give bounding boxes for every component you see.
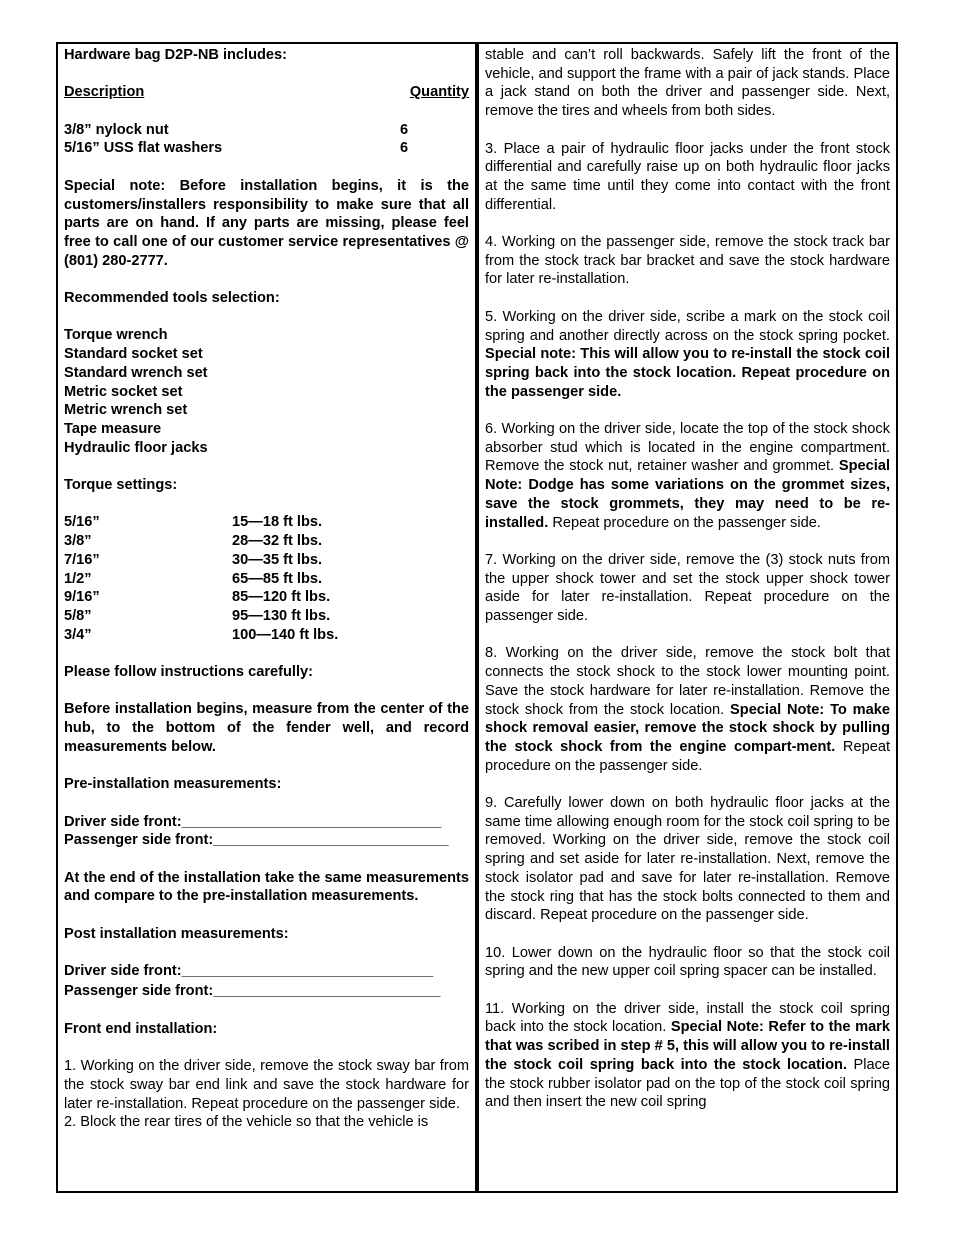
tool-item: Tape measure	[64, 420, 162, 437]
part-name: 5/16” USS flat washers	[64, 140, 223, 157]
tool-item: Metric wrench set	[64, 402, 188, 419]
tool-item: Hydraulic floor jacks	[64, 439, 208, 456]
step-11	[485, 1000, 890, 1112]
left-column	[64, 46, 469, 1132]
pre-driver-field: Driver side front:________________________________	[64, 813, 442, 830]
torque-row	[64, 588, 469, 607]
step-11-text: 11. Working on the driver side, install the stock coil spring back into the stock location.	[485, 1000, 890, 1036]
torque-row	[64, 551, 469, 570]
post-installation-title: Post installation measurements:	[64, 925, 289, 942]
front-end-title: Front end installation:	[64, 1020, 218, 1037]
step-6	[485, 420, 890, 532]
torque-size: 3/8”	[64, 533, 92, 550]
torque-size: 9/16”	[64, 589, 100, 606]
step-8-text: 8. Working on the driver side, remove the stock bolt that connects the stock shock to the stock lower mounting point. Save the stock hardware for later re-installation. Remove the stock shock from the stock location.	[485, 645, 890, 718]
torque-value: 65—85 ft lbs.	[232, 570, 323, 587]
torque-value: 30—35 ft lbs.	[232, 551, 323, 568]
before-installation: Before installation begins, measure from the center of the hub, to the bottom of the fender well, and record measurements below.	[64, 701, 469, 755]
torque-size: 5/16”	[64, 514, 100, 531]
step-8	[485, 644, 890, 775]
step-8-note: Special Note: To make shock removal easier, remove the stock shock by pulling the stock shock from the engine compart-ment.	[485, 701, 890, 755]
torque-value: 95—130 ft lbs.	[232, 607, 331, 624]
part-qty: 6	[400, 121, 409, 138]
column-divider	[475, 42, 479, 1193]
end-note: At the end of the installation take the same measurements and compare to the pre-installation measurements.	[64, 869, 469, 905]
step-5	[485, 308, 890, 402]
description-header: Description	[64, 84, 145, 101]
step-11-note: Special Note: Refer to the mark that was scribed in step # 5, this will allow you to re-install the stock coil spring back into the stock location.	[485, 1019, 890, 1073]
torque-row	[64, 513, 469, 532]
step-6-note: Special Note: Dodge has some variations on the grommet sizes, save the stock grommets, they may need to be re-installed.	[485, 458, 890, 531]
special-note: Special note: Before installation begins, it is the customers/installers responsibility to make sure that all parts are on hand. If any parts are missing, please feel free to call one of our customer service representatives @ (801) 280-2777.	[64, 177, 469, 269]
pre-installation-title: Pre-installation measurements:	[64, 776, 282, 793]
part-name: 3/8” nylock nut	[64, 121, 169, 138]
torque-row	[64, 532, 469, 551]
part-qty: 6	[400, 140, 409, 157]
torque-title: Torque settings:	[64, 477, 178, 494]
torque-value: 85—120 ft lbs.	[232, 589, 331, 606]
torque-row	[64, 626, 469, 645]
step-5-text: 5. Working on the driver side, scribe a mark on the stock coil spring and another directly across on the stock spring pocket.	[485, 308, 890, 344]
quantity-header: Quantity	[409, 84, 469, 101]
step-10: 10. Lower down on the hydraulic floor so that the stock coil spring and the new upper coil spring spacer can be installed.	[485, 944, 890, 980]
post-driver-field: Driver side front:_______________________________	[64, 963, 434, 980]
tool-item: Standard socket set	[64, 346, 203, 363]
part-row	[64, 121, 469, 140]
torque-size: 7/16”	[64, 551, 100, 568]
torque-row	[64, 570, 469, 589]
step-11-text-end: Place the stock rubber isolator pad on the top of the stock coil spring and then insert the new coil spring	[485, 1056, 890, 1111]
step-2-start: 2. Block the rear tires of the vehicle so that the vehicle is	[64, 1114, 429, 1131]
tool-item: Standard wrench set	[64, 364, 208, 381]
tools-title: Recommended tools selection:	[64, 290, 280, 307]
step-4: 4. Working on the passenger side, remove the stock track bar from the stock track bar bracket and save the stock hardware for later re-installation.	[485, 234, 890, 288]
step-8-text-end: Repeat procedure on the passenger side.	[485, 738, 890, 774]
step-6-text: 6. Working on the driver side, locate the top of the stock shock absorber stud which is located in the engine compartment. Remove the stock nut, retainer washer and grommet.	[485, 421, 890, 475]
tool-item: Torque wrench	[64, 327, 168, 344]
parts-header	[64, 83, 469, 102]
post-passenger-field: Passenger side front:____________________________	[64, 982, 441, 999]
step-5-note: Special note: This will allow you to re-install the stock coil spring back into the stock location. Repeat procedure on the passenger side.	[485, 346, 890, 400]
torque-value: 15—18 ft lbs.	[232, 514, 323, 531]
tool-item: Metric socket set	[64, 383, 183, 400]
torque-value: 28—32 ft lbs.	[232, 533, 323, 550]
hardware-title: Hardware bag D2P-NB includes:	[64, 47, 288, 63]
step-6-text-end: Repeat procedure on the passenger side.	[548, 514, 821, 531]
step-1: 1. Working on the driver side, remove the stock sway bar from the stock sway bar end link and save the stock hardware for later re-installation. Repeat procedure on the passenger side.	[64, 1058, 469, 1112]
follow-instructions: Please follow instructions carefully:	[64, 664, 313, 681]
right-column	[485, 46, 890, 1112]
torque-value: 100—140 ft lbs.	[232, 626, 339, 643]
pre-passenger-field: Passenger side front:_____________________________	[64, 832, 449, 849]
step-3: 3. Place a pair of hydraulic floor jacks under the front stock differential and carefully raise up on both hydraulic floor jacks at the same time until they come into contact with the front differential.	[485, 140, 890, 213]
torque-size: 5/8”	[64, 607, 92, 624]
torque-size: 3/4”	[64, 626, 92, 643]
step-9: 9. Carefully lower down on both hydraulic floor jacks at the same time allowing enough room for the stock coil spring to be removed. Working on the driver side, remove the stock coil spring and set aside for later re-installation. Next, remove the stock isolator pad and save for later re-installation. Remove the stock ring that has the stock bolts connected to them and discard. Repeat procedure on the passenger side.	[485, 795, 890, 924]
step-2-continued: stable and can’t roll backwards. Safely lift the front of the vehicle, and support the frame with a pair of jack stands. Place a jack stand on both the driver and passenger side. Next, remove the tires and wheels from both sides.	[485, 47, 890, 120]
torque-row	[64, 607, 469, 626]
step-7: 7. Working on the driver side, remove the (3) stock nuts from the upper shock tower and set the stock upper shock tower aside for later re-installation. Repeat procedure on the passenger side.	[485, 551, 890, 625]
part-row	[64, 139, 469, 158]
torque-size: 1/2”	[64, 570, 92, 587]
